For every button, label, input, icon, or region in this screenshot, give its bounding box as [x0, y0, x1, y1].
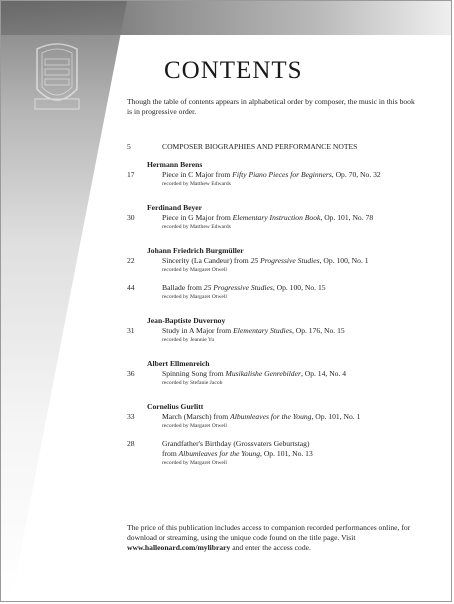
- piece-text: Grandfather's Birthday (Grossvaters Geburtstag): [162, 439, 310, 448]
- piece-text: Piece in G Major from: [162, 213, 233, 222]
- piece-text: , Op. 101, No. 78: [320, 213, 374, 222]
- toc-entry[interactable]: [127, 283, 427, 302]
- seal-emblem-icon: [29, 39, 85, 119]
- section-gap: [127, 189, 427, 197]
- footer-text: The price of this publication includes access to companion recorded performances online, for download or streaming, using the unique code found on the title page. Visit: [127, 523, 411, 542]
- page-number: 33: [127, 412, 135, 421]
- page-number: 30: [127, 213, 135, 222]
- page-number: 28: [127, 439, 135, 448]
- composer-name: Jean-Baptiste Duvernoy: [147, 316, 226, 325]
- piece-title-cont: [162, 449, 427, 459]
- library-link[interactable]: www.halleonard.com/mylibrary: [127, 543, 231, 552]
- piece-text: , Op. 100, No. 1: [319, 256, 369, 265]
- work-title: Albumleaves for the Young: [230, 412, 312, 421]
- section-gap: [127, 388, 427, 396]
- toc-entry[interactable]: [127, 213, 427, 232]
- recorded-by: recorded by Margaret Otwell: [162, 294, 227, 300]
- piece-title: [162, 213, 427, 223]
- piece-text: , Op. 14, No. 4: [300, 369, 347, 378]
- work-title: Elementary Instruction Book: [232, 213, 321, 222]
- page-number: 36: [127, 369, 135, 378]
- piece-text: , Op. 176, No. 15: [291, 326, 345, 335]
- page-number: 22: [127, 256, 135, 265]
- table-of-contents: [127, 142, 427, 476]
- composer-name: Ferdinand Beyer: [147, 203, 203, 212]
- biographies-row: [127, 142, 427, 154]
- entry-gap: [127, 431, 427, 439]
- piece-text: from: [162, 449, 179, 458]
- recorded-by: recorded by Margaret Otwell: [162, 423, 227, 429]
- section-gap: [127, 345, 427, 353]
- piece-text: Ballade from: [162, 283, 204, 292]
- page-number: 31: [127, 326, 135, 335]
- recorded-by: recorded by Jeannie Yu: [162, 337, 215, 343]
- work-title: 25 Progressive Studies: [250, 256, 320, 265]
- toc-entry[interactable]: [127, 326, 427, 345]
- section-gap: [127, 232, 427, 240]
- page-number: 5: [127, 142, 131, 151]
- piece-text: , Op. 100, No. 15: [272, 283, 326, 292]
- piece-text: Study in A Major from: [162, 326, 234, 335]
- recorded-by: recorded by Stefanie Jacob: [162, 380, 223, 386]
- work-title: Fifty Piano Pieces for Beginners: [232, 170, 332, 179]
- work-title: 25 Progressive Studies: [203, 283, 273, 292]
- composer-name: Cornelius Gurlitt: [147, 402, 204, 411]
- section-gap: [127, 302, 427, 310]
- recorded-by: recorded by Margaret Otwell: [162, 267, 227, 273]
- piece-title: [162, 256, 427, 266]
- work-title: Elementary Studies: [233, 326, 292, 335]
- composer-list: [127, 160, 427, 476]
- piece-text: , Op. 70, No. 32: [331, 170, 381, 179]
- page-number: 17: [127, 170, 135, 179]
- composer-name: Hermann Berens: [147, 160, 203, 169]
- composer-name: Albert Ellmenreich: [147, 359, 210, 368]
- toc-entry[interactable]: [127, 170, 427, 189]
- biographies-label: COMPOSER BIOGRAPHIES AND PERFORMANCE NOTES: [162, 142, 358, 151]
- work-title: Musikalishe Genrebilder: [225, 369, 301, 378]
- work-title: Albumleaves for the Young: [178, 449, 261, 458]
- piece-title: [162, 412, 427, 422]
- piece-text: Spinning Song from: [162, 369, 226, 378]
- toc-entry[interactable]: [127, 256, 427, 275]
- piece-text: Piece in C Major from: [162, 170, 233, 179]
- piece-text: , Op. 101, No. 13: [260, 449, 313, 458]
- toc-entry[interactable]: [127, 412, 427, 431]
- entry-gap: [127, 275, 427, 283]
- piece-title: [162, 326, 427, 336]
- intro-text: Though the table of contents appears in alphabetical order by composer, the music in this book is in progressive order.: [127, 97, 415, 116]
- piece-text: Sincerity (La Candeur) from: [162, 256, 251, 265]
- recorded-by: recorded by Margaret Otwell: [162, 460, 227, 466]
- recorded-by: recorded by Matthew Edwards: [162, 181, 231, 187]
- footer-note: [127, 523, 427, 553]
- piece-text: , Op. 101, No. 1: [311, 412, 361, 421]
- footer-text-end: and enter the access code.: [230, 543, 311, 552]
- page-number: 44: [127, 283, 135, 292]
- section-gap: [127, 468, 427, 476]
- toc-entry[interactable]: [127, 369, 427, 388]
- page-title: CONTENTS: [164, 57, 303, 84]
- piece-title: [162, 170, 427, 180]
- piece-title: [162, 369, 427, 379]
- piece-title: [162, 283, 427, 293]
- piece-title: [162, 439, 427, 449]
- piece-text: March (Marsch) from: [162, 412, 231, 421]
- toc-entry[interactable]: [127, 439, 427, 468]
- recorded-by: recorded by Matthew Edwards: [162, 224, 231, 230]
- composer-name: Johann Friedrich Burgmüller: [147, 246, 244, 255]
